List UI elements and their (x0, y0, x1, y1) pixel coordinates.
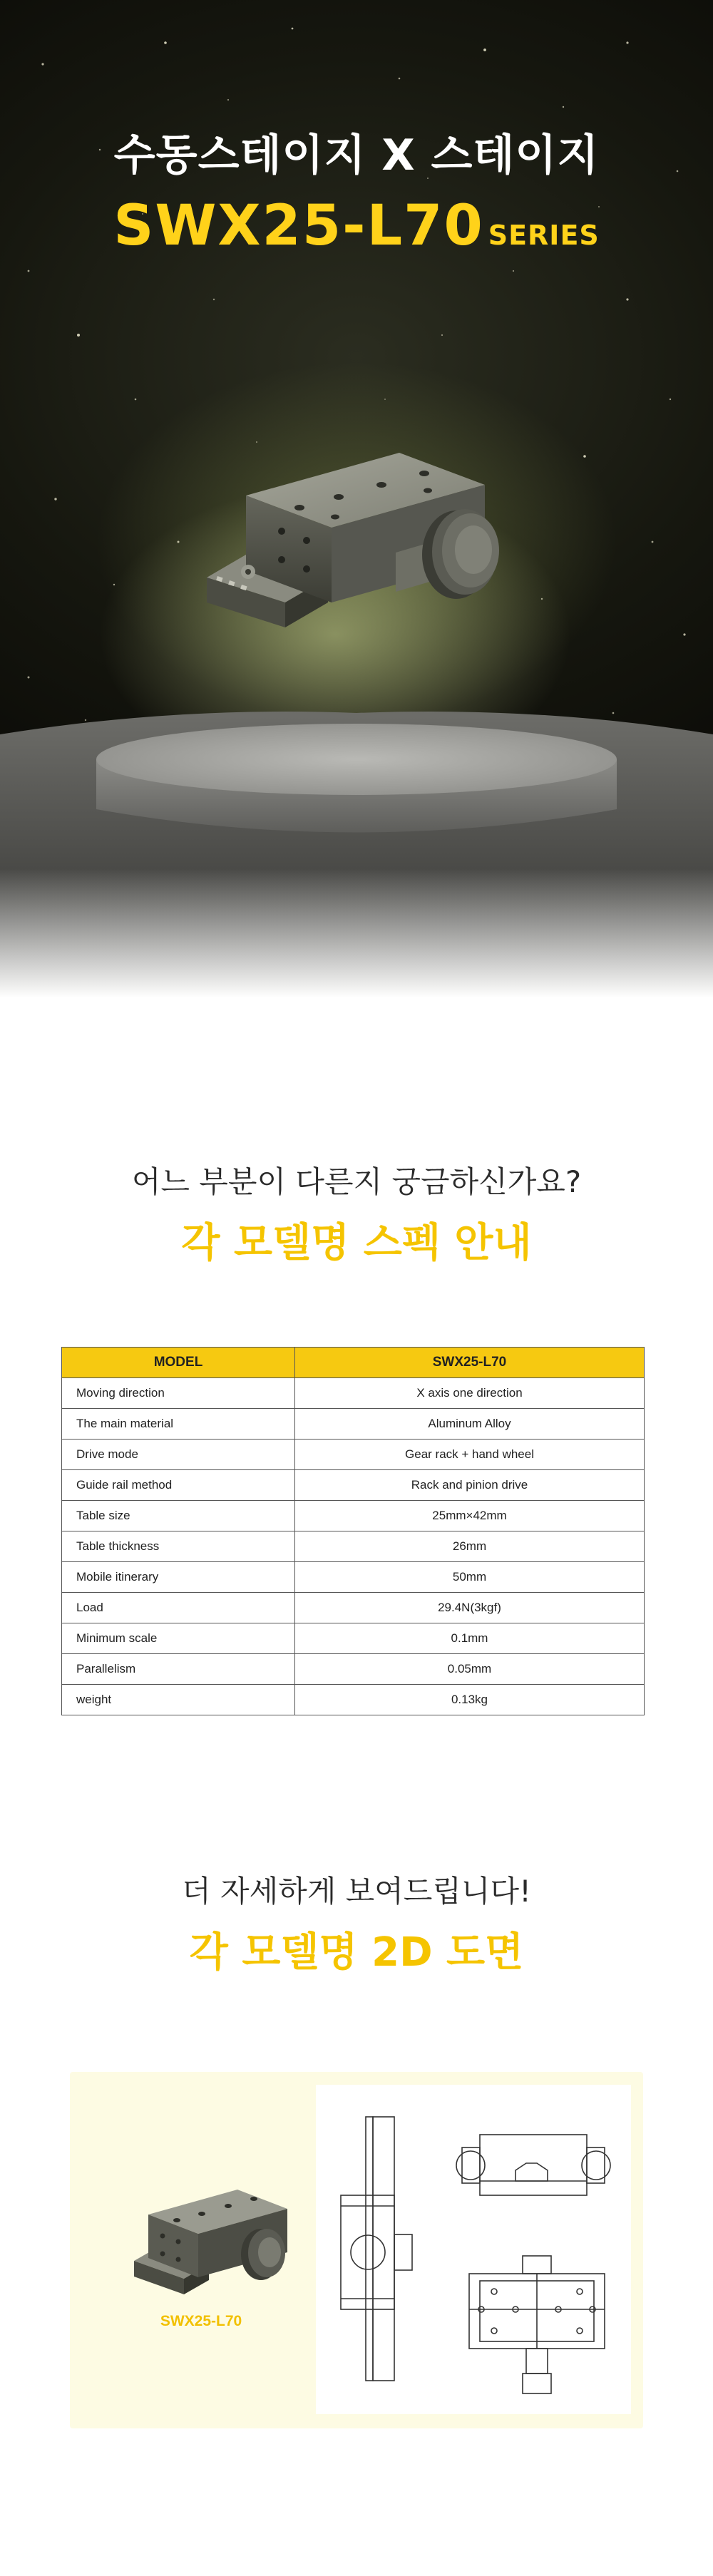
spec-label: Drive mode (62, 1440, 295, 1470)
spec-label: Minimum scale (62, 1623, 295, 1654)
spec-section-subtitle: 어느 부분이 다른지 궁금하신가요? (131, 1164, 582, 1199)
spec-table (61, 1347, 645, 1715)
spec-value: 29.4N(3kgf) (295, 1593, 645, 1623)
spec-label: Load (62, 1593, 295, 1623)
table-row (62, 1593, 645, 1623)
spec-value: Aluminum Alloy (295, 1409, 645, 1440)
table-row (62, 1685, 645, 1715)
table-row (62, 1562, 645, 1593)
spec-label: Table thickness (62, 1531, 295, 1562)
spec-label: Guide rail method (62, 1470, 295, 1501)
spec-value: Gear rack + hand wheel (295, 1440, 645, 1470)
technical-drawing (316, 2085, 631, 2414)
table-row (62, 1409, 645, 1440)
drawing-section-heading (0, 1868, 713, 1978)
table-row (62, 1470, 645, 1501)
drawing-section-title: 각 모델명 2D 도면 (189, 1929, 524, 1976)
spec-label: Table size (62, 1501, 295, 1531)
spec-value: 26mm (295, 1531, 645, 1562)
spec-value: 50mm (295, 1562, 645, 1593)
spec-section-title: 각 모델명 스펙 안내 (181, 1220, 532, 1266)
table-row (62, 1501, 645, 1531)
drawing-section-subtitle: 더 자세하게 보여드립니다! (182, 1874, 531, 1909)
hero-title: 수동스테이지 X 스테이지 (113, 130, 600, 180)
spec-header-value: SWX25-L70 (295, 1348, 645, 1378)
spec-value: Rack and pinion drive (295, 1470, 645, 1501)
hero-model-code: SWX25-L70 (113, 194, 484, 258)
table-row (62, 1531, 645, 1562)
product-thumbnail (70, 2115, 312, 2386)
hero-banner (0, 0, 713, 998)
spec-label: Parallelism (62, 1654, 295, 1685)
hero-model-series: SERIES (488, 220, 600, 251)
product-3d-render (0, 399, 713, 998)
spec-section-heading (0, 1159, 713, 1268)
spec-table-container (61, 1347, 645, 1715)
technical-drawing-sheet (316, 2085, 631, 2414)
spec-label: The main material (62, 1409, 295, 1440)
spec-value: 0.13kg (295, 1685, 645, 1715)
table-row (62, 1623, 645, 1654)
spec-header-model: MODEL (62, 1348, 295, 1378)
table-row (62, 1378, 645, 1409)
spec-value: 0.05mm (295, 1654, 645, 1685)
spec-label: Moving direction (62, 1378, 295, 1409)
spec-label: weight (62, 1685, 295, 1715)
spec-value: 0.1mm (295, 1623, 645, 1654)
spec-label: Mobile itinerary (62, 1562, 295, 1593)
spec-value: 25mm×42mm (295, 1501, 645, 1531)
spec-table-header-row (62, 1348, 645, 1378)
hero-model-name (0, 194, 713, 258)
table-row (62, 1654, 645, 1685)
drawing-product-label: SWX25-L70 (160, 2313, 242, 2329)
table-row (62, 1440, 645, 1470)
spec-value: X axis one direction (295, 1378, 645, 1409)
2d-drawing-panel (70, 2072, 643, 2428)
